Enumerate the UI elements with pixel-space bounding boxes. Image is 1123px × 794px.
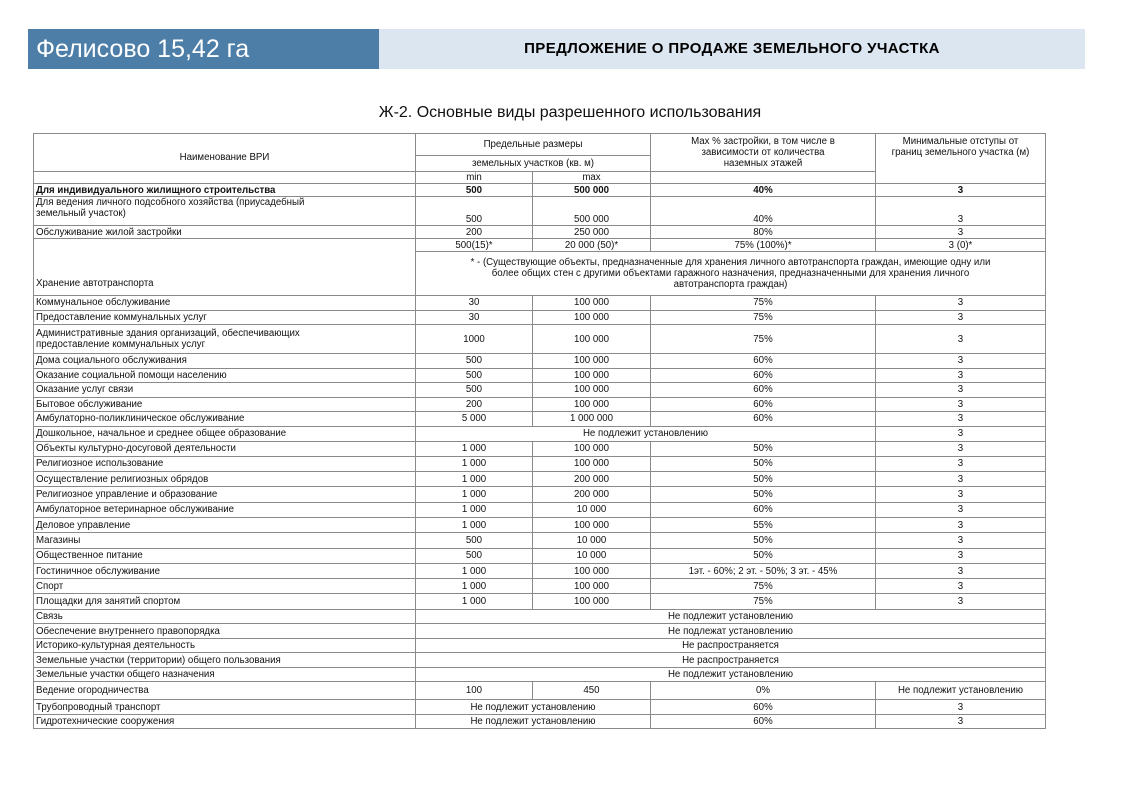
table-row: Бытовое обслуживание 200 100 000 60% 3 xyxy=(34,397,1046,412)
header-size-units: земельных участков (кв. м) xyxy=(416,156,651,172)
table-row: Предоставление коммунальных услуг 30 100 000 75% 3 xyxy=(34,310,1046,325)
listing-title: Фелисово 15,42 га xyxy=(28,29,379,69)
table-row: Для индивидуального жилищного строительства 500 500 000 40% 3 xyxy=(34,184,1046,197)
table-row: Обеспечение внутреннего правопорядка Не подлежат установлению xyxy=(34,624,1046,639)
table-row: Амбулаторное ветеринарное обслуживание 1 000 10 000 60% 3 xyxy=(34,502,1046,517)
table-row: Спорт 1 000 100 000 75% 3 xyxy=(34,579,1046,594)
table-row: Дома социального обслуживания 500 100 000 60% 3 xyxy=(34,354,1046,369)
header-name-cont xyxy=(34,172,416,184)
table-row: Религиозное использование 1 000 100 000 50% 3 xyxy=(34,456,1046,471)
table-row: Для ведения личного подсобного хозяйства (приусадебный земельный участок) 500 500 000 40% 3 xyxy=(34,197,1046,226)
table-row: Гостиничное обслуживание 1 000 100 000 1эт. - 60%; 2 эт. - 50%; 3 эт. - 45% 3 xyxy=(34,563,1046,578)
table-row: Магазины 500 10 000 50% 3 xyxy=(34,533,1046,548)
table-row: Связь Не подлежит установлению xyxy=(34,609,1046,624)
storage-footnote: * - (Существующие объекты, предназначенные для хранения личного автотранспорта граждан, имеющие одну или более общих стен с другими объектами гаражного назначения, предназначенными для хранения личного автотранспорта граждан) xyxy=(416,252,1046,296)
table-row: Религиозное управление и образование 1 000 200 000 50% 3 xyxy=(34,487,1046,502)
table-row: Оказание услуг связи 500 100 000 60% 3 xyxy=(34,383,1046,398)
header-coverage: Max % застройки, в том числе в зависимости от количества наземных этажей xyxy=(651,134,876,172)
header-max: max xyxy=(533,172,651,184)
offer-title: ПРЕДЛОЖЕНИЕ О ПРОДАЖЕ ЗЕМЕЛЬНОГО УЧАСТКА xyxy=(379,29,1085,69)
table-row: Дошкольное, начальное и среднее общее образование Не подлежит установлению 3 xyxy=(34,426,1046,441)
table-row: Хранение автотранспорта 500(15)* 20 000 (50)* 75% (100%)* 3 (0)* xyxy=(34,239,1046,252)
permitted-use-table xyxy=(33,133,1046,729)
zone-subtitle: Ж-2. Основные виды разрешенного использования xyxy=(378,104,762,121)
table-row: Осуществление религиозных обрядов 1 000 200 000 50% 3 xyxy=(34,472,1046,487)
table-row: Земельные участки общего назначения Не подлежит установлению xyxy=(34,667,1046,682)
header-min: min xyxy=(416,172,533,184)
header-name: Наименование ВРИ xyxy=(34,134,416,172)
table-row: Площадки для занятий спортом 1 000 100 000 75% 3 xyxy=(34,594,1046,609)
table-row: Трубопроводный транспорт Не подлежит установлению 60% 3 xyxy=(34,700,1046,715)
table-row: Амбулаторно-поликлиническое обслуживание 5 000 1 000 000 60% 3 xyxy=(34,412,1046,427)
table-row: Обслуживание жилой застройки 200 250 000 80% 3 xyxy=(34,226,1046,239)
table-row: Объекты культурно-досуговой деятельности 1 000 100 000 50% 3 xyxy=(34,441,1046,456)
table-row: Деловое управление 1 000 100 000 55% 3 xyxy=(34,517,1046,532)
table-row: Историко-культурная деятельность Не распространяется xyxy=(34,638,1046,653)
header-setback: Минимальные отступы от границ земельного участка (м) xyxy=(876,134,1046,184)
table-row: Ведение огородничества 100 450 0% Не подлежит установлению xyxy=(34,682,1046,700)
table-row: Гидротехнические сооружения Не подлежит установлению 60% 3 xyxy=(34,714,1046,729)
table-row: Оказание социальной помощи населению 500 100 000 60% 3 xyxy=(34,368,1046,383)
table-row: Административные здания организаций, обеспечивающих предоставление коммунальных услуг 1000 100 000 75% 3 xyxy=(34,325,1046,354)
table-row: Коммунальное обслуживание 30 100 000 75% 3 xyxy=(34,296,1046,311)
header-coverage-cont xyxy=(651,172,876,184)
header-size: Предельные размеры xyxy=(416,134,651,156)
table-row: Земельные участки (территории) общего пользования Не распространяется xyxy=(34,653,1046,668)
table-row: Общественное питание 500 10 000 50% 3 xyxy=(34,548,1046,563)
